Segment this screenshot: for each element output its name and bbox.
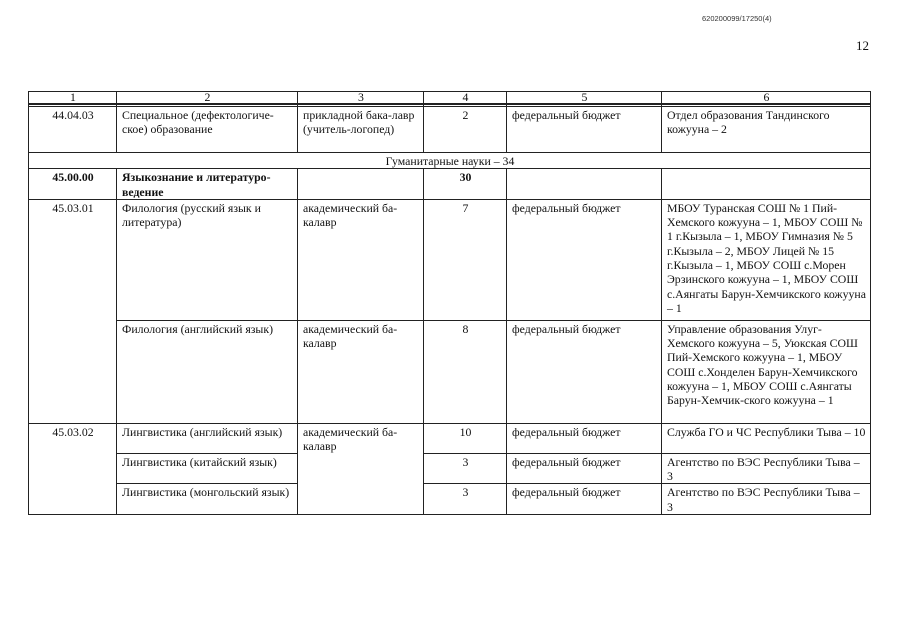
specialty-code: 45.03.02	[29, 423, 117, 514]
empty-cell	[507, 169, 662, 200]
funding-source: федеральный бюджет	[507, 423, 662, 453]
specialty-name: Филология (русский язык и литература)	[117, 199, 298, 320]
specialty-code: 44.04.03	[29, 107, 117, 153]
seat-count: 3	[424, 453, 507, 484]
seat-count: 7	[424, 199, 507, 320]
column-number: 3	[298, 92, 424, 105]
group-code: 45.00.00	[29, 169, 117, 200]
seat-count: 2	[424, 107, 507, 153]
seat-count: 10	[424, 423, 507, 453]
specialty-name: Лингвистика (монгольский язык)	[117, 484, 298, 515]
table-row	[29, 453, 871, 484]
customer: Отдел образования Тандинского кожууна – 2	[662, 107, 871, 153]
group-row	[29, 169, 871, 200]
funding-source: федеральный бюджет	[507, 320, 662, 423]
column-number: 1	[29, 92, 117, 105]
table-row	[29, 199, 871, 320]
group-count: 30	[424, 169, 507, 200]
column-number: 6	[662, 92, 871, 105]
customer: Служба ГО и ЧС Республики Тыва – 10	[662, 423, 871, 453]
empty-cell	[298, 169, 424, 200]
section-row	[29, 153, 871, 169]
education-level: прикладной бака-лавр (учитель-логопед)	[298, 107, 424, 153]
funding-source: федеральный бюджет	[507, 199, 662, 320]
quota-table	[28, 91, 871, 515]
specialty-code: 45.03.01	[29, 199, 117, 423]
customer: Агентство по ВЭС Республики Тыва – 3	[662, 484, 871, 515]
funding-source: федеральный бюджет	[507, 453, 662, 484]
funding-source: федеральный бюджет	[507, 484, 662, 515]
section-title: Гуманитарные науки – 34	[29, 153, 871, 169]
empty-cell	[662, 169, 871, 200]
column-number: 2	[117, 92, 298, 105]
education-level: академический ба-калавр	[298, 423, 424, 514]
specialty-name: Лингвистика (китайский язык)	[117, 453, 298, 484]
seat-count: 3	[424, 484, 507, 515]
customer: МБОУ Туранская СОШ № 1 Пий-Хемского кожууна – 1, МБОУ СОШ № 1 г.Кызыла – 1, МБОУ Гимназия № 5 г.Кызыла – 2, МБОУ Лицей № 15 г.Кызыла – 1, МБОУ СОШ с.Морен Эрзинского кожууна – 1, МБОУ СОШ с.Аянгаты Барун-Хемчикского кожууна – 1	[662, 199, 871, 320]
document-code: 620200099/17250(4)	[702, 14, 772, 23]
specialty-name: Филология (английский язык)	[117, 320, 298, 423]
column-number: 5	[507, 92, 662, 105]
column-number: 4	[424, 92, 507, 105]
table-row	[29, 320, 871, 423]
seat-count: 8	[424, 320, 507, 423]
specialty-name: Лингвистика (английский язык)	[117, 423, 298, 453]
customer: Агентство по ВЭС Республики Тыва – 3	[662, 453, 871, 484]
page-number: 12	[856, 38, 869, 53]
education-level: академический ба-калавр	[298, 320, 424, 423]
specialty-name: Специальное (дефектологиче-ское) образование	[117, 107, 298, 153]
education-level: академический ба-калавр	[298, 199, 424, 320]
funding-source: федеральный бюджет	[507, 107, 662, 153]
group-name: Языкознание и литературо-ведение	[117, 169, 298, 200]
table-row	[29, 423, 871, 453]
table-row	[29, 484, 871, 515]
customer: Управление образования Улуг-Хемского кожууна – 5, Уюкская СОШ Пий-Хемского кожууна – 1, МБОУ СОШ с.Хонделен Барун-Хемчикского кожууна – 1, МБОУ СОШ с.Аянгаты Барун-Хемчик-ского кожууна – 1	[662, 320, 871, 423]
table-row	[29, 107, 871, 153]
column-number-row	[29, 92, 871, 105]
